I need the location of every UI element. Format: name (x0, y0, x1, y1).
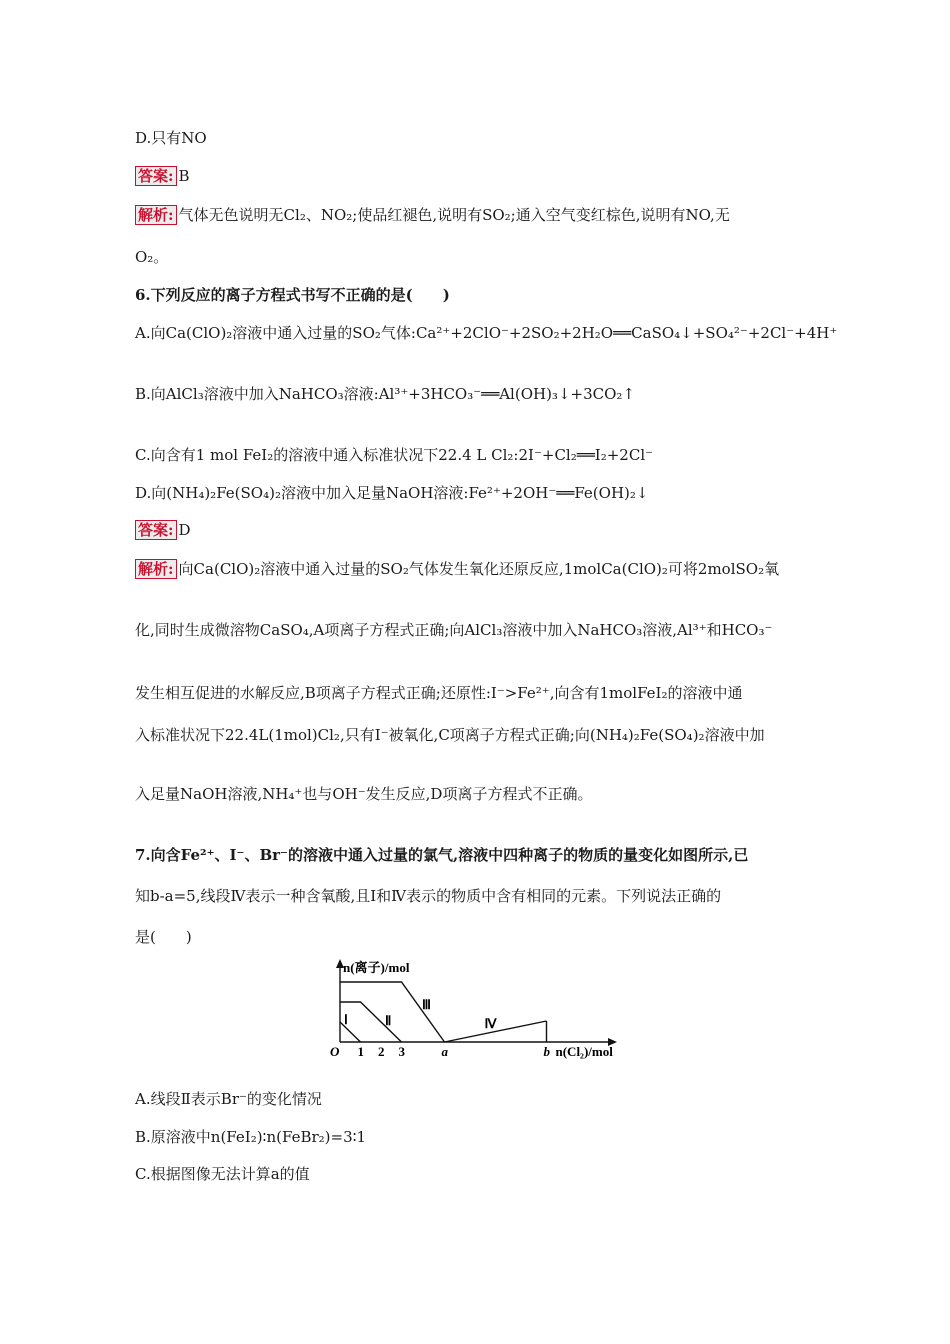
q7-option-b (135, 1127, 366, 1147)
q6-analysis-text2: 化,同时生成微溶物CaSO₄,A项离子方程式正确;向AlCl₃溶液中加入NaHCO₃溶液,Al³⁺和HCO₃⁻ (135, 621, 773, 639)
answer-label: 答案: (135, 166, 177, 186)
x-tick-label: 1 (357, 1044, 364, 1059)
q5-option-d-text: D.只有NO (135, 129, 207, 147)
x-tick-label: 2 (378, 1044, 385, 1059)
q6-option-a (135, 323, 837, 343)
q7-option-a-text: A.线段Ⅱ表示Br⁻的变化情况 (135, 1090, 322, 1108)
q6-answer (135, 520, 191, 540)
q5-analysis-line2 (135, 247, 168, 267)
q5-option-d (135, 128, 207, 148)
q5-answer (135, 166, 190, 186)
q6-analysis-line1 (135, 559, 779, 579)
q7-stem-line3 (135, 927, 192, 947)
q6-stem (135, 285, 450, 305)
q7-option-c-text: C.根据图像无法计算a的值 (135, 1165, 310, 1183)
analysis-label: 解析: (135, 559, 177, 579)
q6-analysis-line4 (135, 725, 765, 745)
q6-analysis-text1: 向Ca(ClO)₂溶液中通入过量的SO₂气体发生氧化还原反应,1molCa(ClO)₂可将2molSO₂氧 (178, 560, 780, 578)
series-label: Ⅱ (385, 1013, 392, 1028)
series-label: Ⅰ (344, 1012, 348, 1027)
x-tick-label: b (543, 1044, 550, 1059)
q7-stem-text3: 是( ) (135, 928, 192, 946)
analysis-label: 解析: (135, 205, 177, 225)
q5-analysis-text1: 气体无色说明无Cl₂、NO₂;使品红褪色,说明有SO₂;通入空气变红棕色,说明有NO,无 (178, 206, 730, 224)
series-label: Ⅲ (422, 997, 431, 1012)
q7-option-c (135, 1164, 310, 1184)
q6-analysis-text3: 发生相互促进的水解反应,B项离子方程式正确;还原性:I⁻>Fe²⁺,向含有1molFeI₂的溶液中通 (135, 684, 743, 702)
q7-stem-text2: 知b-a=5,线段Ⅳ表示一种含氧酸,且Ⅰ和Ⅳ表示的物质中含有相同的元素。下列说法正确的 (135, 887, 722, 905)
series-label: Ⅳ (484, 1016, 497, 1031)
ion-amount-chart (328, 955, 628, 1065)
series-line (340, 1002, 402, 1042)
q6-analysis-text5: 入足量NaOH溶液,NH₄⁺也与OH⁻发生反应,D项离子方程式不正确。 (135, 785, 593, 803)
q6-option-b-text: B.向AlCl₃溶液中加入NaHCO₃溶液:Al³⁺+3HCO₃⁻══Al(OH)₃↓+3CO₂↑ (135, 385, 635, 403)
q6-option-b (135, 384, 635, 404)
q6-analysis-text4: 入标准状况下22.4L(1mol)Cl₂,只有I⁻被氧化,C项离子方程式正确;向(NH₄)₂Fe(SO₄)₂溶液中加 (135, 726, 765, 744)
q7-stem-text1: 7.向含Fe²⁺、I⁻、Br⁻的溶液中通入过量的氯气,溶液中四种离子的物质的量变化如图所示,已 (135, 846, 749, 864)
origin-label: O (330, 1044, 340, 1059)
q6-option-d (135, 483, 648, 503)
answer-label: 答案: (135, 520, 177, 540)
q5-analysis-line1 (135, 205, 730, 225)
q7-stem-line1 (135, 845, 748, 865)
q6-option-c (135, 445, 653, 465)
q7-stem-line2 (135, 886, 721, 906)
q6-answer-value: D (178, 521, 191, 539)
q7-option-a (135, 1089, 322, 1109)
y-axis-label: n(离子)/mol (343, 960, 410, 975)
x-axis-label: n(Cl₂)/mol (555, 1044, 613, 1059)
q5-answer-value: B (178, 167, 190, 185)
q7-option-b-text: B.原溶液中n(FeI₂)∶n(FeBr₂)=3∶1 (135, 1128, 367, 1146)
q6-option-d-text: D.向(NH₄)₂Fe(SO₄)₂溶液中加入足量NaOH溶液:Fe²⁺+2OH⁻══Fe(OH)₂↓ (135, 484, 649, 502)
q6-analysis-line2 (135, 620, 772, 640)
q6-stem-text: 6.下列反应的离子方程式书写不正确的是( ) (135, 286, 450, 304)
q6-analysis-line5 (135, 784, 592, 804)
q6-analysis-line3 (135, 683, 742, 703)
x-tick-label: 3 (398, 1044, 405, 1059)
q6-option-c-text: C.向含有1 mol FeI₂的溶液中通入标准状况下22.4 L Cl₂:2I⁻+Cl₂══I₂+2Cl⁻ (135, 446, 654, 464)
q5-analysis-text2: O₂。 (135, 248, 169, 266)
x-tick-label: a (441, 1044, 448, 1059)
q6-option-a-text: A.向Ca(ClO)₂溶液中通入过量的SO₂气体:Ca²⁺+2ClO⁻+2SO₂+2H₂O══CaSO₄↓+SO₄²⁻+2Cl⁻+4H⁺ (135, 324, 838, 342)
